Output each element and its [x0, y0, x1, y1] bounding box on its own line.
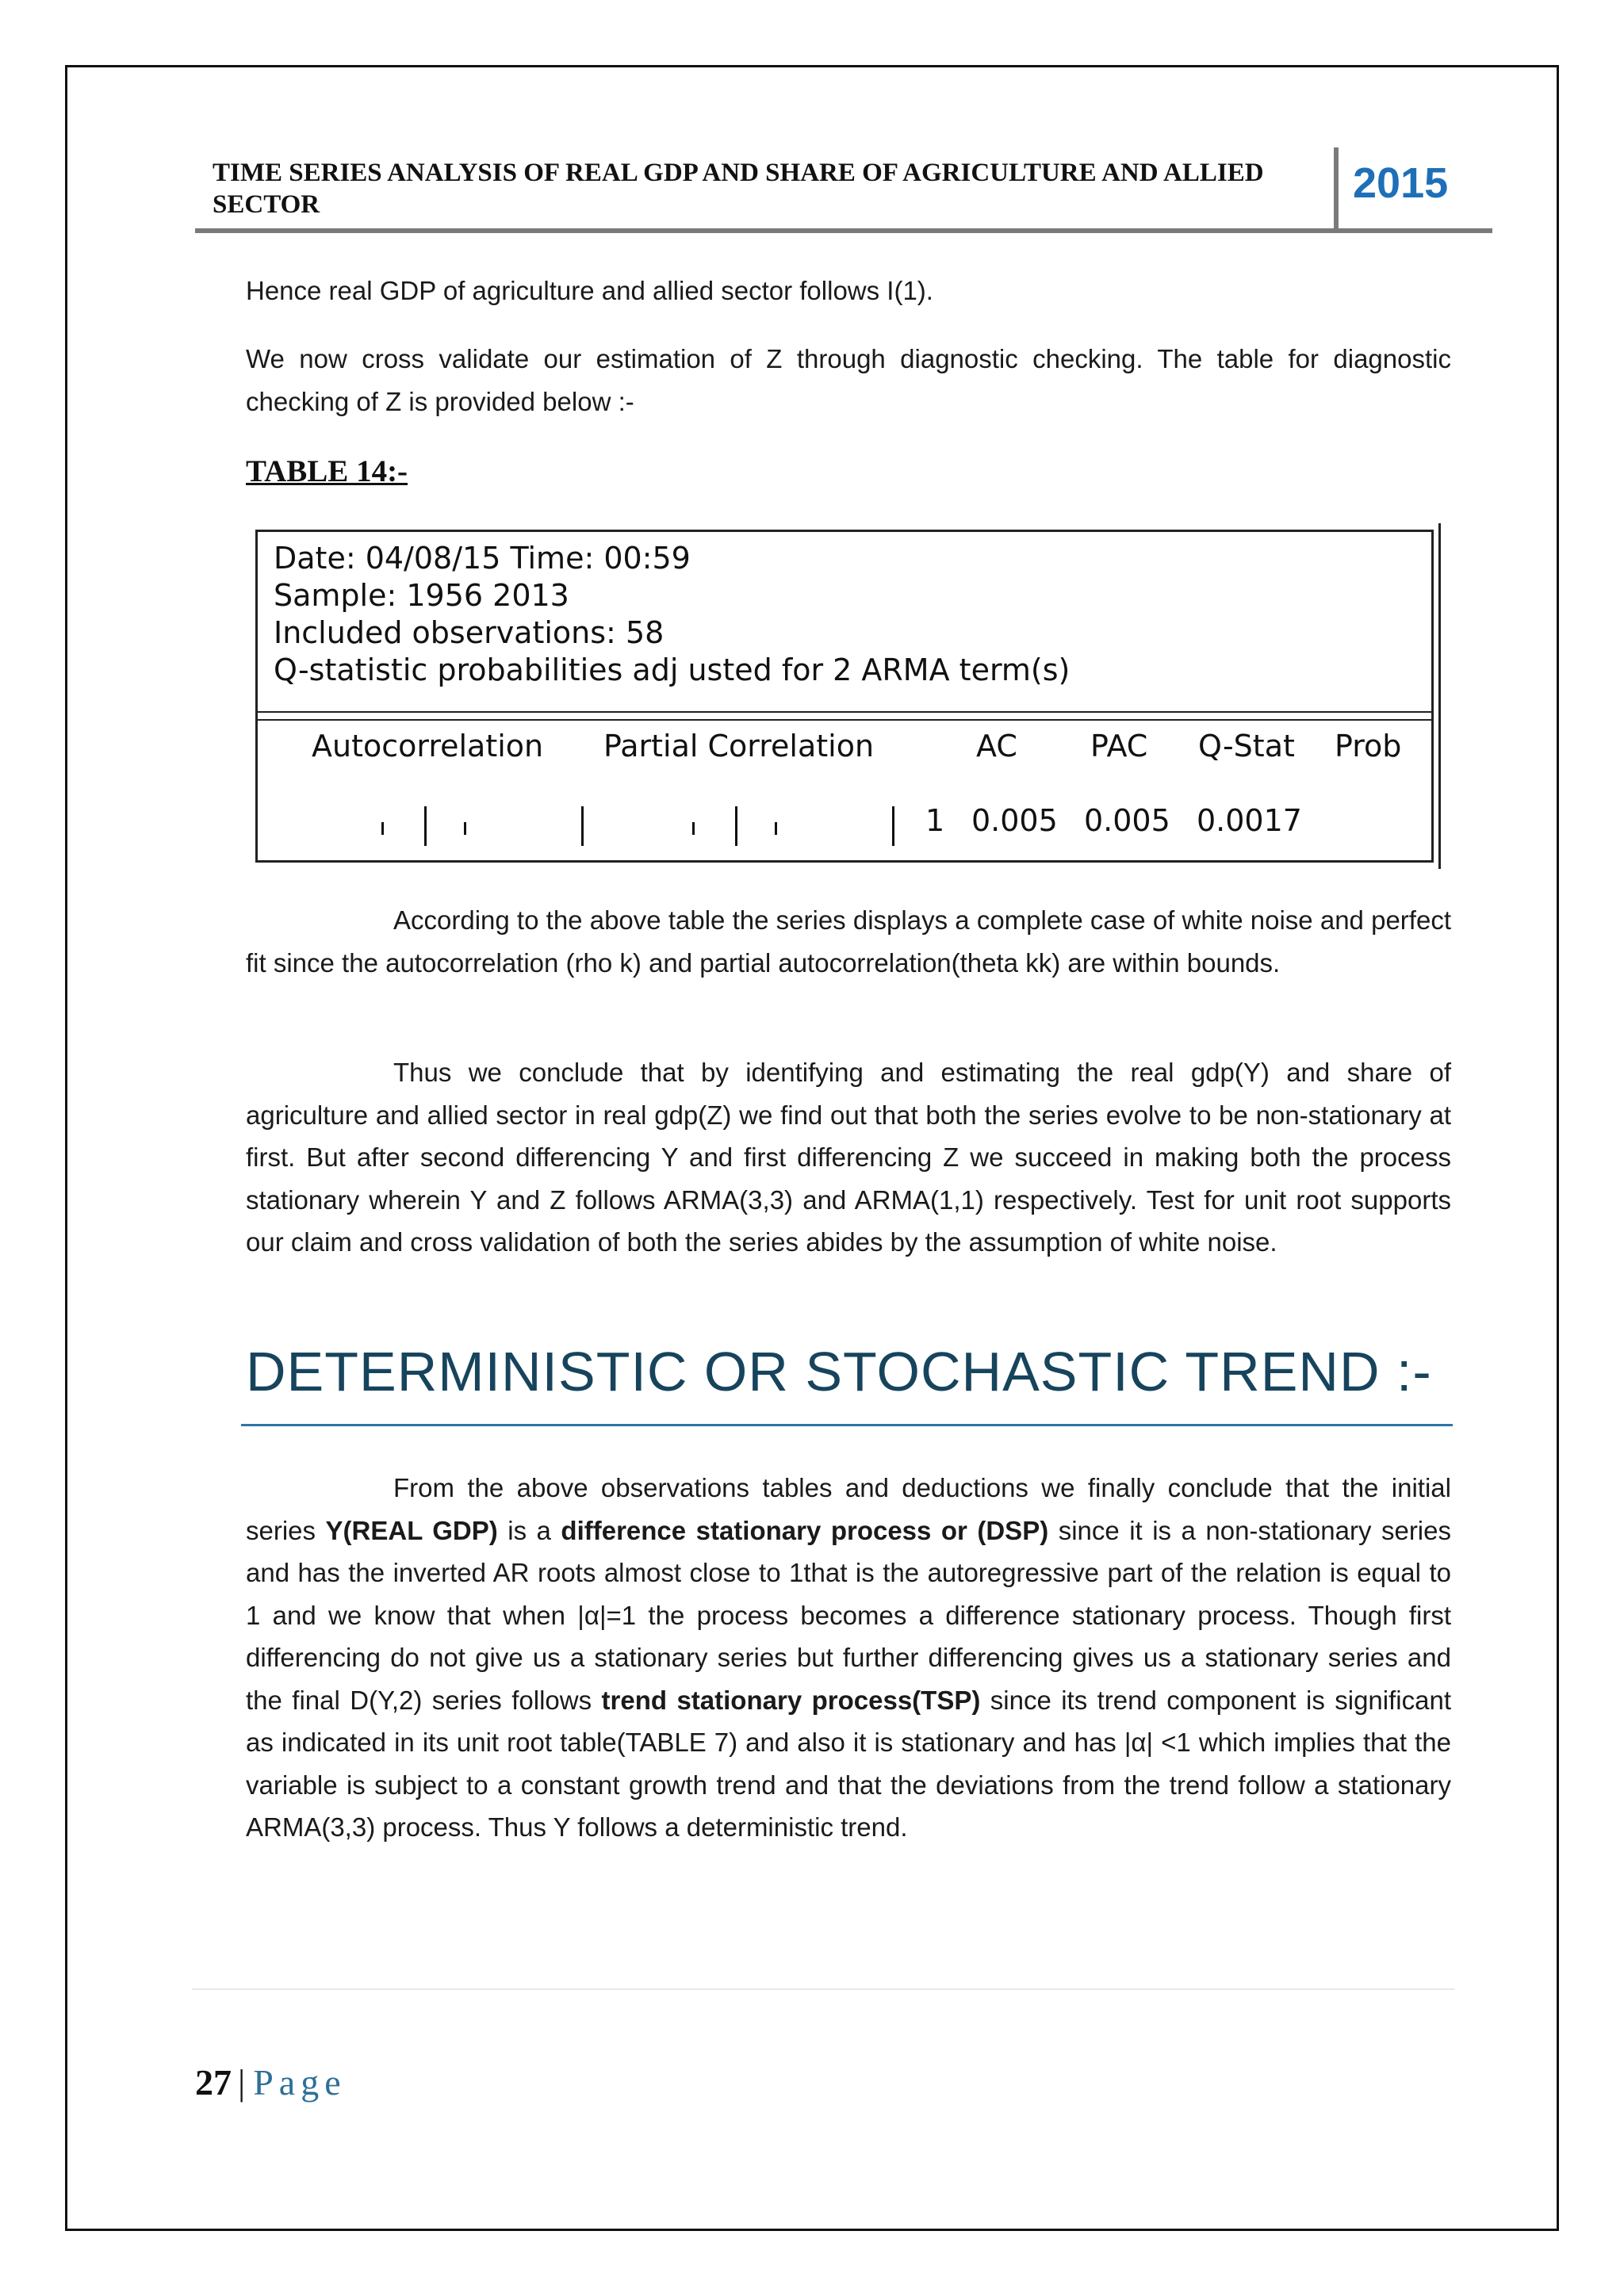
header-qstat: Q-Stat [1198, 729, 1295, 763]
footer-rule [192, 1988, 1454, 1990]
header-divider [1334, 147, 1339, 230]
paragraph-2: We now cross validate our estimation of Z through diagnostic checking. The table for diagnostic checking of Z is provided below :- [246, 344, 1451, 416]
section-heading: DETERMINISTIC OR STOCHASTIC TREND :- [246, 1341, 1432, 1402]
column-divider [581, 806, 584, 846]
paragraph-5 [246, 1467, 1451, 1849]
header-partial-correlation: Partial Correlation [603, 729, 875, 763]
p5-bold-term: difference stationary process or (DSP) [561, 1515, 1049, 1545]
header-ac: AC [976, 729, 1017, 763]
correlogram-table [255, 530, 1434, 863]
p5-text: From the above observations tables and deductions we finally conclude that the initial series [246, 1473, 1451, 1545]
p5-bold-term: Y(REAL GDP) [325, 1515, 498, 1545]
p5-text: since its trend component is significant as indicated in its unit root table(TABLE 7) and also it is stationary and has |α| <1 which implies that the variable is subject to a constant growth trend and that the deviations from the trend follow a stationary ARMA(3,3) process. Thus Y follows a deterministic trend. [246, 1685, 1451, 1842]
correlogram-meta [274, 540, 1070, 689]
p5-text: since it is a non-stationary series and has the inverted AR roots almost close to 1that is the autoregressive part of the relation is equal to 1 and we know that when |α|=1 the process becomes a difference stationary process. Though first differencing do not give us a stationary series but further differencing gives us a stationary series and the final D(Y,2) series follows [246, 1515, 1451, 1715]
paragraph-4-text: Thus we conclude that by identifying and estimating the real gdp(Y) and share of agriculture and allied sector in real gdp(Z) we find out that both the series evolve to be non-stationary at first. But after second differencing Y and first differencing Z we succeed in making both the process stationary wherein Y and Z follows ARMA(3,3) and ARMA(1,1) respectively. Test for unit root supports our claim and cross validation of both the series abides by the assumption of white noise. [246, 1058, 1451, 1257]
table-separator [258, 719, 1431, 721]
ac-bound-tick [464, 822, 466, 835]
header-rule [195, 228, 1492, 233]
table-right-edge [1438, 523, 1441, 869]
row-lag: 1 [925, 803, 945, 838]
p5-text: is a [497, 1515, 561, 1545]
header-pac: PAC [1090, 729, 1148, 763]
pac-zero-axis [735, 806, 737, 846]
header-autocorrelation: Autocorrelation [312, 729, 544, 763]
paragraph-3-text: According to the above table the series displays a complete case of white noise and perfect fit since the autocorrelation (rho k) and partial autocorrelation(theta kk) are within bounds. [246, 905, 1451, 978]
paragraph-4 [246, 1051, 1451, 1264]
paragraph-1: Hence real GDP of agriculture and allied sector follows I(1). [246, 276, 933, 305]
page-footer [195, 2061, 347, 2103]
row-ac-value: 0.005 [971, 803, 1058, 838]
page-number: 27 [195, 2062, 232, 2103]
ac-zero-axis [424, 806, 427, 846]
column-divider [892, 806, 894, 846]
footer-separator: | [238, 2062, 246, 2103]
paragraph-3 [246, 899, 1451, 984]
meta-sample: Sample: 1956 2013 [274, 578, 569, 613]
meta-qstat-note: Q-statistic probabilities adj usted for 2 ARMA term(s) [274, 652, 1071, 687]
table-separator [258, 711, 1431, 713]
section-heading-rule [241, 1424, 1453, 1426]
pac-bound-tick [692, 822, 695, 835]
header-prob: Prob [1335, 729, 1402, 763]
meta-date: Date: 04/08/15 Time: 00:59 [274, 541, 691, 576]
ac-bound-tick [381, 822, 384, 835]
meta-observations: Included observations: 58 [274, 615, 665, 650]
row-pac-value: 0.005 [1084, 803, 1170, 838]
running-header-title: TIME SERIES ANALYSIS OF REAL GDP AND SHARE OF AGRICULTURE AND ALLIED SECTOR [213, 159, 1264, 219]
pac-bound-tick [775, 822, 777, 835]
row-qstat-value: 0.0017 [1197, 803, 1302, 838]
header-year: 2015 [1353, 159, 1449, 207]
table-caption: TABLE 14:- [246, 454, 408, 488]
p5-bold-term: trend stationary process(TSP) [601, 1685, 981, 1715]
page-label: Page [253, 2062, 347, 2103]
